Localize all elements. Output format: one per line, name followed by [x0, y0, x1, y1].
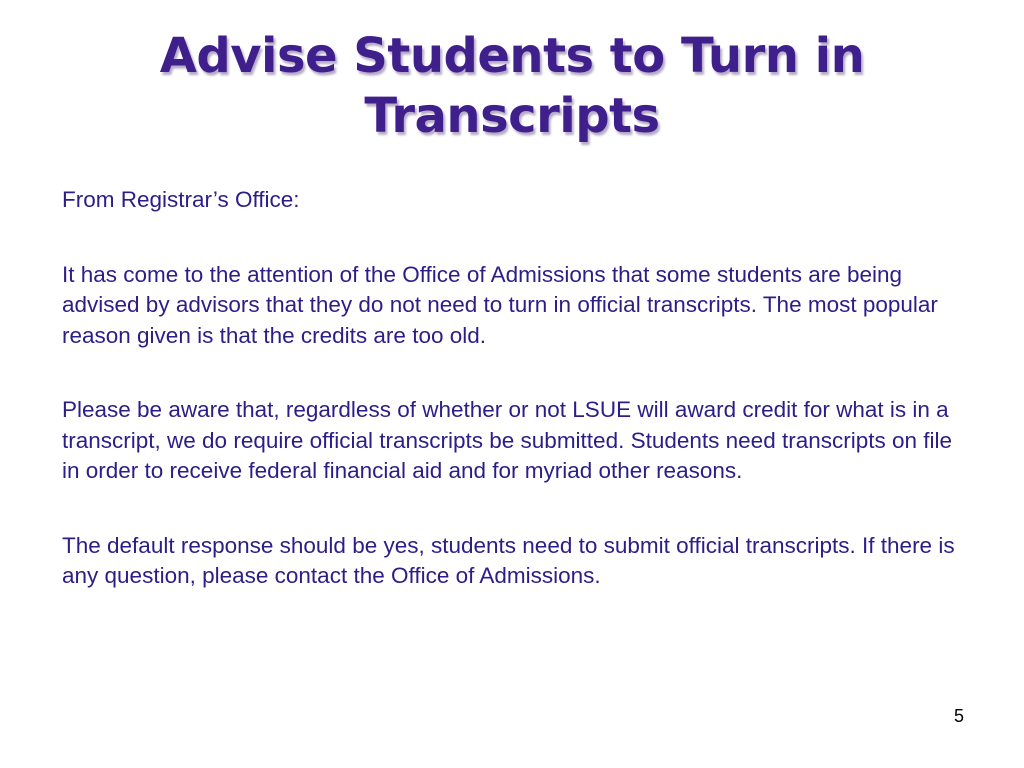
- body-paragraph-default-response: The default response should be yes, students need to submit official transcripts. If there is any question, please contact the Office of Admissions.: [62, 532, 955, 588]
- body-paragraph-source: From Registrar’s Office:: [62, 187, 300, 212]
- body-paragraph-advising-issue: It has come to the attention of the Office of Admissions that some students are being advised by advisors that they do not need to turn in official transcripts. The most popular reason given is that the credits are too old.: [62, 261, 938, 348]
- slide-title: Advise Students to Turn in Transcripts: [159, 28, 865, 144]
- slide-number: 5: [953, 706, 964, 726]
- body-paragraph-requirement: Please be aware that, regardless of whether or not LSUE will award credit for what is in a transcript, we do require official transcripts be submitted. Students need transcripts on file in order to receive federal financial aid and for myriad other reasons.: [62, 397, 953, 483]
- slide-body: [62, 185, 962, 636]
